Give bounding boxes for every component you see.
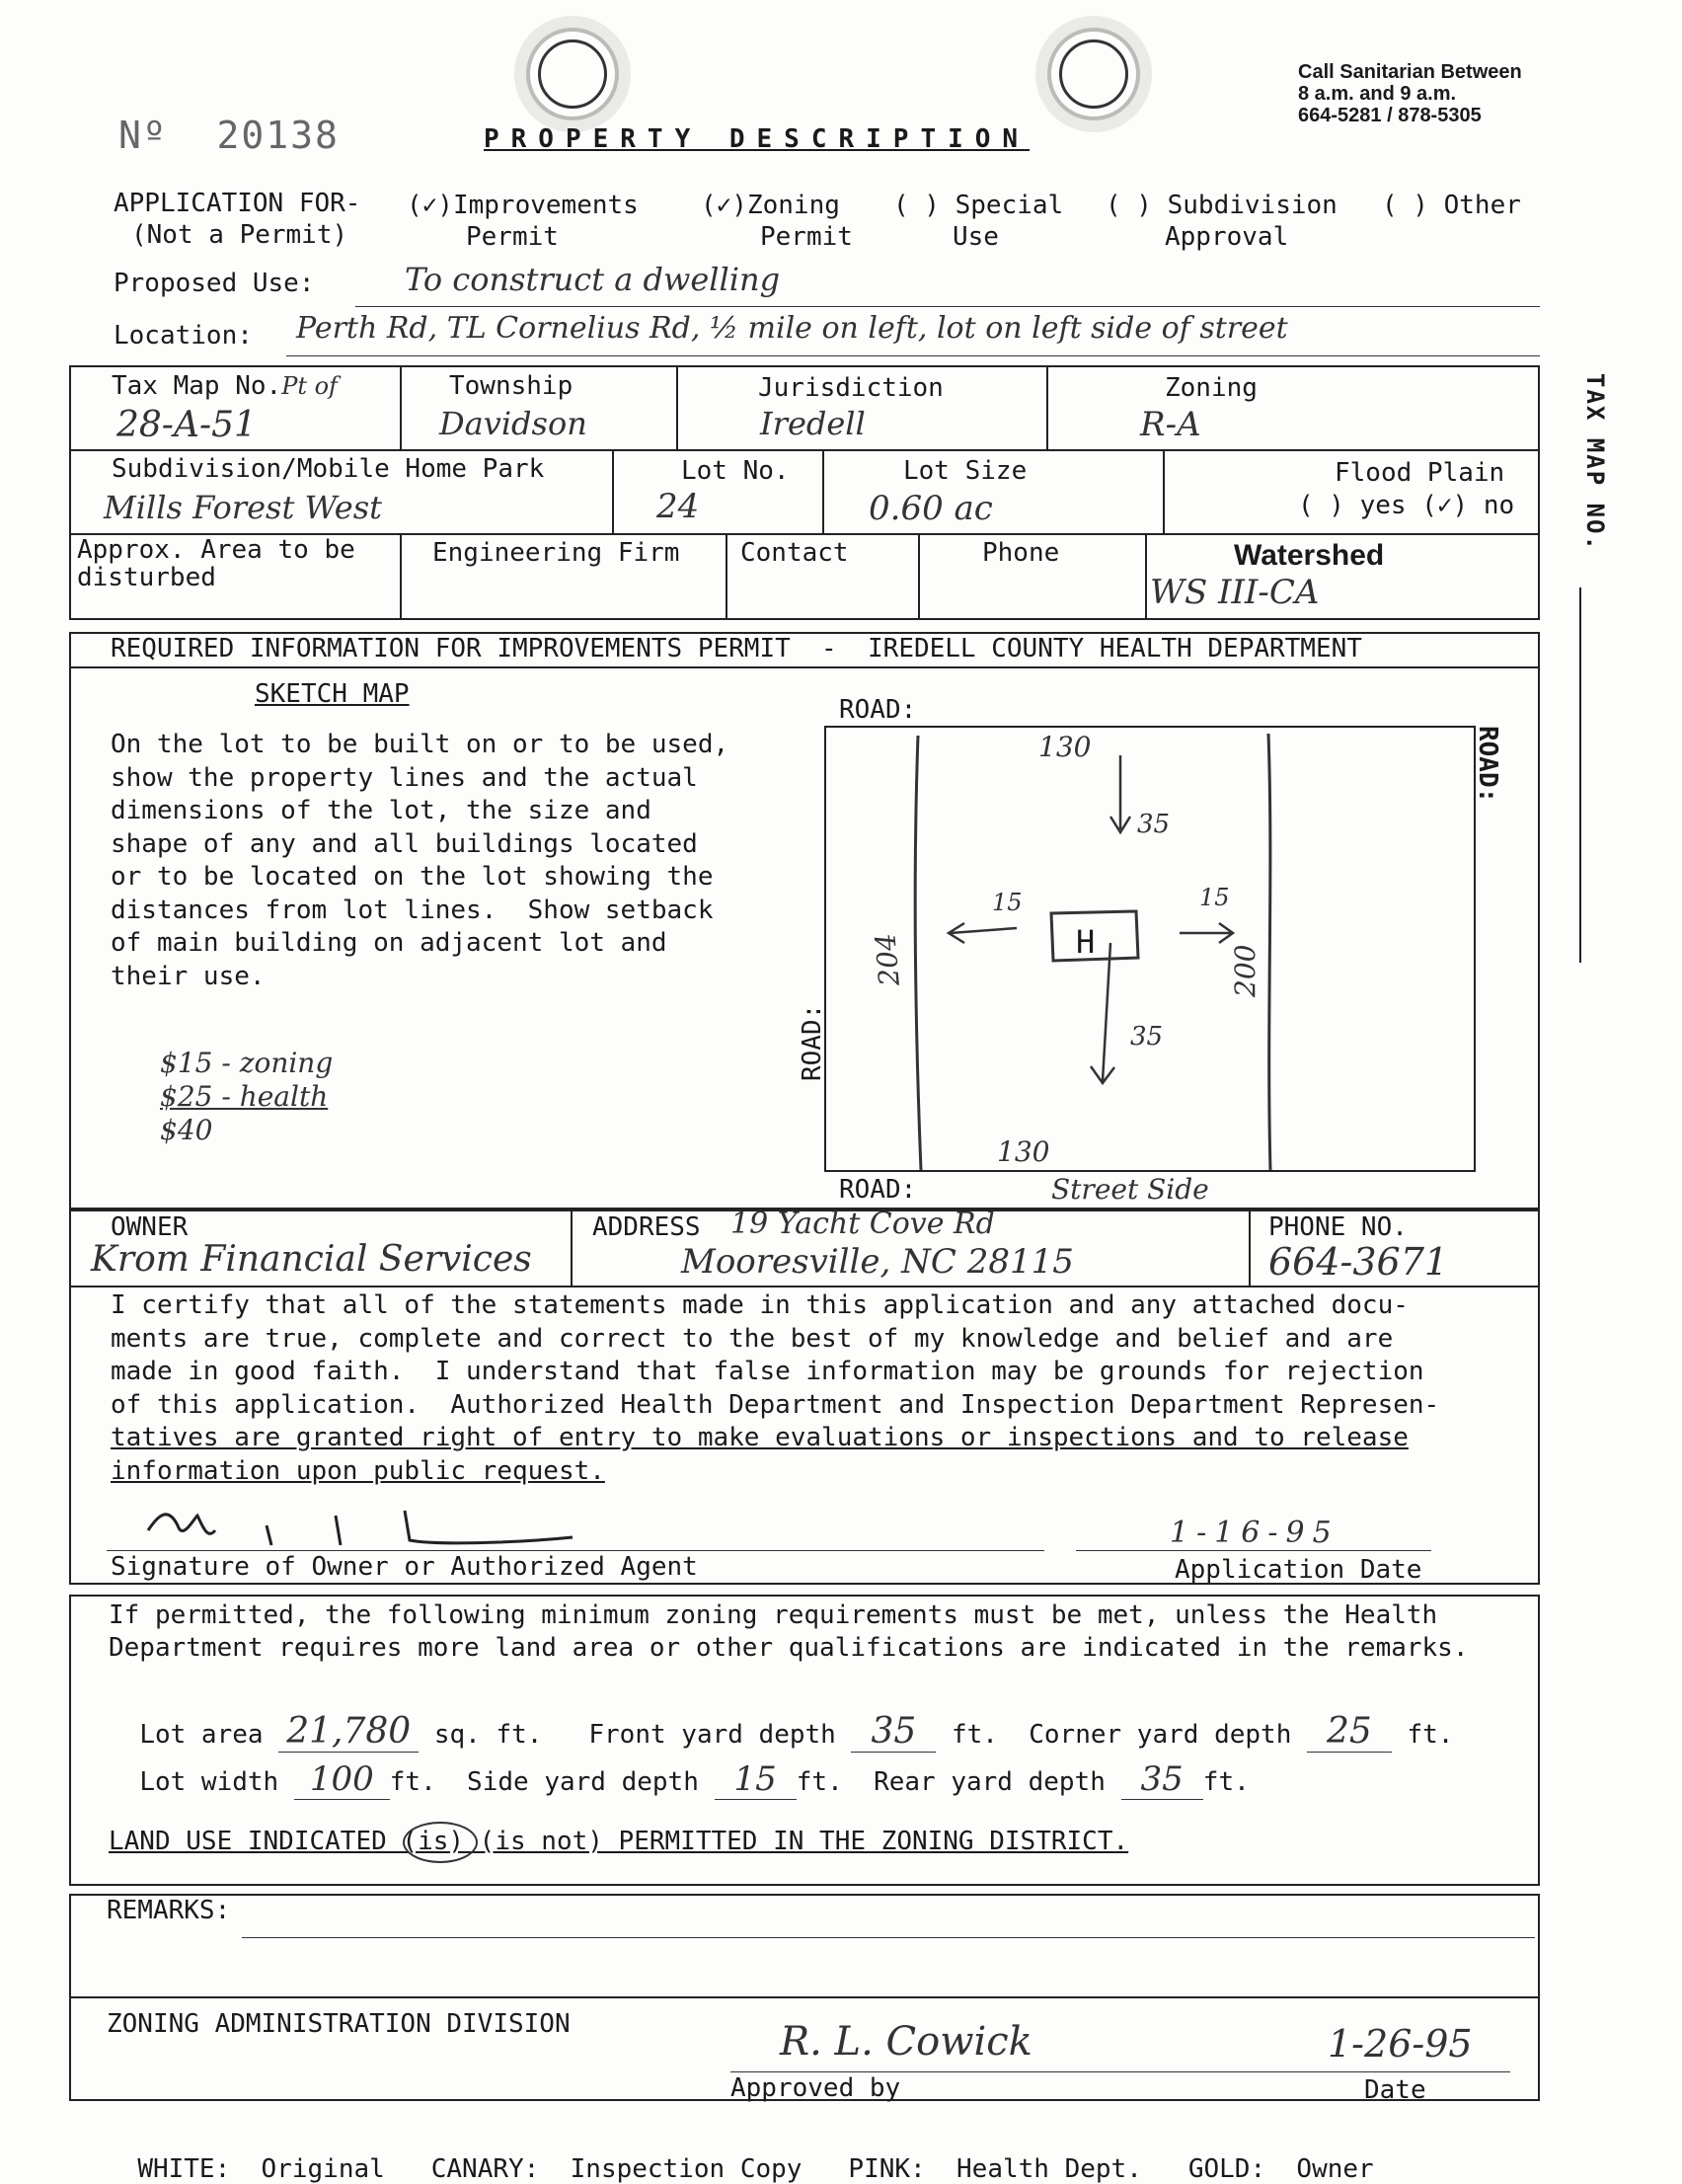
- address-label: ADDRESS: [592, 1212, 701, 1242]
- application-option-special-use[interactable]: [893, 190, 1063, 253]
- contact-label: Contact: [740, 538, 849, 568]
- certification-text: [111, 1289, 1439, 1488]
- owner-phone-value[interactable]: 664-3671: [1268, 1240, 1449, 1284]
- option-label-2: Permit: [466, 222, 559, 252]
- copy-label: WHITE:: [137, 2154, 231, 2184]
- grid-col-divider: [612, 449, 614, 533]
- lot-size-value[interactable]: 0.60 ac: [869, 489, 993, 528]
- lot-line-right: [1268, 734, 1270, 1170]
- sketch-instructions: [111, 729, 728, 993]
- tax-map-side-label: TAX MAP NO.: [1581, 373, 1609, 552]
- signature-line: [107, 1550, 1044, 1551]
- lot-no-value[interactable]: 24: [656, 487, 700, 526]
- location-value[interactable]: Perth Rd, TL Cornelius Rd, ½ mile on left, lot on left side of street: [296, 311, 1288, 346]
- zoning-req-line: If permitted, the following minimum zoning requirements must be met, unless the Health: [109, 1600, 1438, 1630]
- application-label-2: (Not a Permit): [131, 220, 348, 250]
- grid-col-divider: [822, 449, 824, 533]
- copy-label: CANARY:: [430, 2154, 540, 2184]
- lot-area-value[interactable]: 21,780: [278, 1711, 419, 1753]
- instruction-line: On the lot to be built on or to be used,: [111, 730, 729, 759]
- flood-plain-label: Flood Plain: [1335, 458, 1505, 488]
- grid-col-divider: [676, 365, 678, 449]
- owner-label: OWNER: [111, 1212, 189, 1242]
- lot-sketch: [824, 726, 1476, 1172]
- option-label: Zoning: [746, 191, 840, 220]
- road-label-bottom: ROAD:: [839, 1175, 917, 1205]
- area-label-2: disturbed: [77, 563, 216, 592]
- sanitarian-line-1: Call Sanitarian Between: [1298, 61, 1522, 83]
- lot-width-row: [109, 1730, 1250, 1799]
- house-label: H: [1076, 923, 1096, 961]
- lot-width-unit: ft.: [389, 1767, 436, 1797]
- dim-left: 204: [869, 931, 906, 987]
- grid-col-divider: [1163, 449, 1165, 533]
- corner-unit: ft.: [1407, 1720, 1454, 1750]
- certify-line: information upon public request.: [111, 1455, 605, 1486]
- option-label: Subdivision: [1167, 191, 1338, 220]
- remarks-label: REMARKS:: [107, 1896, 231, 1925]
- proposed-use-value[interactable]: To construct a dwelling: [405, 261, 781, 298]
- form-number: [118, 114, 340, 157]
- required-info-header: REQUIRED INFORMATION FOR IMPROVEMENTS PERMIT - IREDELL COUNTY HEALTH DEPARTMENT: [111, 634, 1362, 663]
- sanitarian-line-3: 664-5281 / 878-5305: [1298, 105, 1482, 126]
- side-yard-value[interactable]: 15: [715, 1759, 797, 1800]
- owner-signature[interactable]: [138, 1486, 592, 1555]
- certify-line: of this application. Authorized Health Department and Inspection Department Represen-: [111, 1389, 1440, 1420]
- zoning-value[interactable]: R-A: [1140, 405, 1201, 444]
- address-line-2[interactable]: Mooresville, NC 28115: [681, 1242, 1074, 1282]
- zoning-req-line: Department requires more land area or other qualifications are indicated in the remarks.: [109, 1633, 1469, 1663]
- front-unit: ft.: [951, 1720, 998, 1750]
- owner-col-divider: [1249, 1209, 1251, 1286]
- application-option-zoning[interactable]: [701, 190, 853, 253]
- application-option-subdivision[interactable]: [1106, 190, 1338, 253]
- grid-col-divider: [1046, 365, 1048, 449]
- address-line-1[interactable]: 19 Yacht Cove Rd: [730, 1207, 995, 1241]
- zoning-label: Zoning: [1165, 373, 1258, 403]
- grid-col-divider: [918, 533, 920, 620]
- proposed-use-label: Proposed Use:: [114, 269, 315, 298]
- owner-row-divider: [69, 1286, 1540, 1287]
- approval-line: [730, 2071, 1510, 2072]
- lot-line-left: [915, 736, 921, 1170]
- road-label-right: ROAD:: [1473, 726, 1502, 804]
- option-label: Improvements: [452, 191, 639, 220]
- fee-notes: [160, 1047, 333, 1147]
- option-label-2: Permit: [760, 222, 853, 252]
- owner-phone-label: PHONE NO.: [1268, 1212, 1408, 1242]
- side-unit: ft.: [796, 1767, 843, 1797]
- rear-yard-label: Rear yard depth: [874, 1767, 1106, 1797]
- instruction-line: dimensions of the lot, the size and: [111, 796, 651, 825]
- setback-left-label: 15: [992, 889, 1023, 916]
- road-label-left: ROAD:: [798, 1003, 827, 1081]
- page-title: PROPERTY DESCRIPTION: [484, 124, 1031, 154]
- copy-value: Owner: [1296, 2154, 1374, 2184]
- street-side-note: Street Side: [1051, 1173, 1209, 1206]
- proposed-use-line: [355, 306, 1540, 307]
- remarks-divider: [69, 1996, 1540, 1998]
- approval-date-value[interactable]: 1-26-95: [1328, 2022, 1473, 2066]
- approver-signature[interactable]: R. L. Cowick: [780, 2019, 1032, 2065]
- zoning-division-label: ZONING ADMINISTRATION DIVISION: [107, 2009, 571, 2039]
- sketch-map-title: SKETCH MAP: [255, 679, 410, 709]
- copy-distribution: [107, 2125, 1374, 2184]
- lot-size-label: Lot Size: [903, 456, 1028, 486]
- setback-arrow-front: [1110, 755, 1130, 832]
- application-date-line: [1076, 1550, 1431, 1551]
- option-label-2: Use: [953, 222, 999, 252]
- setback-arrow-left: [949, 923, 1017, 943]
- watershed-label: Watershed: [1234, 539, 1385, 572]
- grid-col-divider: [726, 533, 727, 620]
- application-date-value[interactable]: 1-16-95: [1170, 1516, 1339, 1550]
- subdivision-value[interactable]: Mills Forest West: [104, 489, 382, 526]
- road-label-top: ROAD:: [839, 695, 917, 725]
- jurisdiction-value[interactable]: Iredell: [760, 405, 866, 442]
- grid-row-divider-1: [69, 449, 1540, 451]
- instruction-line: show the property lines and the actual: [111, 762, 698, 793]
- option-mark: (✓): [701, 191, 747, 220]
- copy-label: PINK:: [848, 2154, 926, 2184]
- tax-map-value[interactable]: 28-A-51: [116, 405, 257, 445]
- tax-map-label: [112, 371, 338, 401]
- option-mark: ( ): [893, 191, 940, 220]
- engineering-firm-label: Engineering Firm: [432, 538, 680, 568]
- is-circle: [403, 1822, 478, 1863]
- application-option-other[interactable]: [1382, 190, 1521, 221]
- setback-front-label: 35: [1137, 810, 1171, 839]
- sanitarian-note: [1298, 61, 1522, 126]
- setback-right-label: 15: [1199, 884, 1230, 911]
- instruction-line: distances from lot lines. Show setback: [111, 895, 714, 925]
- flood-plain-options[interactable]: ( ) yes (✓) no: [1298, 491, 1515, 520]
- lot-width-label: Lot width: [139, 1767, 279, 1797]
- certify-line: made in good faith. I understand that false information may be grounds for rejection: [111, 1357, 1424, 1386]
- sqft-unit: sq. ft.: [433, 1720, 543, 1750]
- tax-map-side-line: [1579, 587, 1581, 963]
- dim-right: 200: [1229, 944, 1262, 997]
- number-prefix: Nº: [118, 114, 168, 157]
- option-label: Special: [955, 191, 1064, 220]
- tax-map-label-text: Tax Map No.: [112, 371, 282, 401]
- option-label: Other: [1443, 191, 1521, 220]
- option-label-2: Approval: [1165, 222, 1289, 252]
- certify-line: ments are true, complete and correct to the best of my knowledge and belief and are: [111, 1323, 1394, 1354]
- rear-unit: ft.: [1202, 1767, 1250, 1797]
- tax-map-note: Pt of: [281, 372, 338, 400]
- fee-line: $40: [160, 1114, 213, 1146]
- instruction-line: their use.: [111, 961, 266, 991]
- owner-col-divider: [571, 1209, 573, 1286]
- option-mark: ( ): [1382, 191, 1428, 220]
- owner-value[interactable]: Krom Financial Services: [91, 1239, 532, 1280]
- fee-line: $15 - zoning: [160, 1047, 334, 1079]
- grid-col-divider: [400, 533, 402, 620]
- area-label-1: Approx. Area to be: [77, 535, 355, 565]
- subdivision-label: Subdivision/Mobile Home Park: [112, 454, 545, 484]
- grid-col-divider: [400, 365, 402, 449]
- application-label: [114, 188, 360, 251]
- fee-line: $25 - health: [160, 1080, 329, 1113]
- front-yard-label: Front yard depth: [588, 1720, 836, 1750]
- setback-arrow-rear: [1091, 943, 1114, 1083]
- jurisdiction-label: Jurisdiction: [758, 373, 944, 403]
- option-mark: ( ): [1106, 191, 1152, 220]
- grid-col-divider: [1145, 533, 1147, 620]
- location-label: Location:: [114, 321, 253, 351]
- lot-area-label: Lot area: [139, 1720, 264, 1750]
- township-label: Township: [449, 371, 573, 401]
- land-use-statement: LAND USE INDICATED (is) (is not) PERMITTED IN THE ZONING DISTRICT.: [109, 1827, 1129, 1856]
- certify-line: I certify that all of the statements made in this application and any attached docu-: [111, 1290, 1409, 1320]
- binder-hole-left: [538, 39, 607, 109]
- location-line: [286, 355, 1540, 356]
- copy-value: Health Dept.: [956, 2154, 1142, 2184]
- copy-value: Inspection Copy: [570, 2154, 803, 2184]
- lot-width-value[interactable]: 100: [294, 1759, 390, 1800]
- application-option-improvements[interactable]: [407, 190, 639, 253]
- lot-no-label: Lot No.: [681, 456, 790, 486]
- approval-date-label: Date: [1364, 2075, 1426, 2105]
- signature-label: Signature of Owner or Authorized Agent: [111, 1552, 698, 1582]
- area-disturbed-label: [77, 536, 355, 591]
- instruction-line: or to be located on the lot showing the: [111, 862, 714, 892]
- side-yard-label: Side yard depth: [467, 1767, 699, 1797]
- zoning-req-text: [109, 1599, 1469, 1665]
- application-label-1: APPLICATION FOR-: [114, 189, 361, 218]
- sanitarian-line-2: 8 a.m. and 9 a.m.: [1298, 83, 1457, 105]
- copy-label: GOLD:: [1187, 2154, 1266, 2184]
- corner-yard-value[interactable]: 25: [1307, 1711, 1392, 1753]
- option-mark: (✓): [407, 191, 453, 220]
- dim-top: 130: [1038, 731, 1092, 763]
- copy-value: Original: [261, 2154, 385, 2184]
- rear-yard-value[interactable]: 35: [1121, 1759, 1203, 1800]
- approved-by-label: Approved by: [730, 2073, 901, 2103]
- township-value[interactable]: Davidson: [439, 405, 587, 442]
- corner-yard-label: Corner yard depth: [1029, 1720, 1292, 1750]
- setback-rear-label: 35: [1130, 1022, 1164, 1052]
- dim-bottom: 130: [997, 1135, 1050, 1168]
- instruction-line: of main building on adjacent lot and: [111, 928, 667, 958]
- certify-line: tatives are granted right of entry to make evaluations or inspections and to release: [111, 1423, 1409, 1452]
- instruction-line: shape of any and all buildings located: [111, 828, 698, 859]
- watershed-value[interactable]: WS III-CA: [1150, 573, 1320, 612]
- application-date-label: Application Date: [1175, 1555, 1422, 1585]
- phone-label: Phone: [982, 538, 1060, 568]
- remarks-line: [242, 1937, 1535, 1938]
- setback-arrow-right: [1180, 923, 1233, 943]
- front-yard-value[interactable]: 35: [851, 1711, 936, 1753]
- binder-hole-right: [1059, 39, 1128, 109]
- number-value: 20138: [216, 114, 340, 157]
- sketch-header-divider: [69, 666, 1540, 668]
